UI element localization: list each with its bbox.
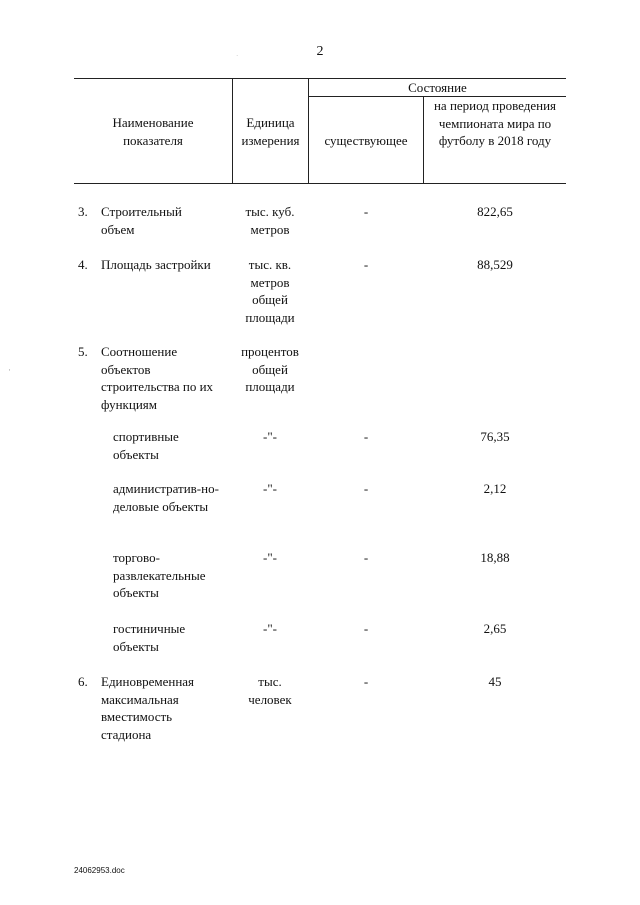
row-period: 76,35	[480, 429, 510, 444]
row-existing: -	[363, 429, 369, 444]
row-existing: -	[363, 674, 369, 689]
row-name: торгово-развлекательные объекты	[113, 550, 206, 600]
row-number: 4.	[78, 257, 88, 272]
row-unit: -"-	[263, 550, 277, 565]
row-period: 822,65	[477, 204, 513, 219]
row-unit: -"-	[263, 429, 277, 444]
row-name: гостиничные объекты	[113, 621, 186, 654]
row-name: Площадь застройки	[101, 257, 211, 272]
file-name-footer: 24062953.doc	[74, 866, 125, 875]
row-name: административ-но-деловые объекты	[113, 481, 219, 514]
row-unit: тыс. куб. метров	[245, 204, 295, 237]
header-existing: существующее	[324, 133, 408, 148]
row-number: 3.	[78, 204, 88, 219]
scan-speck: ·	[236, 52, 239, 60]
scan-speck: ·	[8, 365, 11, 375]
row-existing: -	[363, 621, 369, 636]
row-name: Строительный объем	[101, 204, 182, 237]
header-bottom-rule	[74, 183, 566, 184]
row-existing: -	[363, 481, 369, 496]
row-existing: -	[363, 257, 369, 272]
row-unit: тыс. человек	[248, 674, 292, 707]
row-period: 88,529	[477, 257, 513, 272]
row-name: Единовременная максимальная вместимость стадиона	[101, 674, 195, 742]
row-name: Соотношение объектов строительства по их функциям	[101, 344, 214, 412]
row-existing: -	[363, 550, 369, 565]
row-unit: процентов общей площади	[241, 344, 299, 394]
header-unit: Единица измерения	[241, 115, 300, 148]
row-period: 2,65	[483, 621, 507, 636]
row-period: 2,12	[483, 481, 507, 496]
row-name: спортивные объекты	[113, 429, 179, 462]
header-state: Состояние	[408, 80, 467, 95]
page-number: 2	[316, 44, 324, 59]
row-unit: -"-	[263, 481, 277, 496]
header-divider	[423, 96, 424, 184]
row-unit: -"-	[263, 621, 277, 636]
header-name: Наименование показателя	[112, 115, 194, 148]
row-existing: -	[363, 204, 369, 219]
row-period: 18,88	[480, 550, 510, 565]
row-number: 6.	[78, 674, 88, 689]
row-number: 5.	[78, 344, 88, 359]
header-period: на период проведения чемпионата мира по футболу в 2018 году	[433, 98, 557, 148]
row-period: 45	[488, 674, 502, 689]
row-unit: тыс. кв. метров общей площади	[245, 257, 295, 325]
